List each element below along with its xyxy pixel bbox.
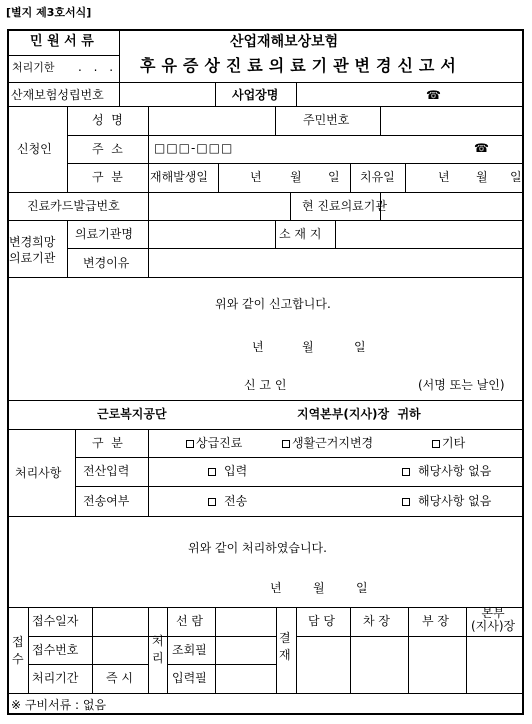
line — [218, 163, 219, 192]
line — [7, 516, 524, 517]
healed-date-label: 치유일 — [360, 170, 395, 184]
address-phone-icon: ☎ — [474, 141, 489, 155]
line — [119, 29, 120, 82]
option-advanced-care[interactable] — [186, 436, 242, 450]
type-label: 구 분 — [92, 170, 123, 184]
line — [148, 607, 149, 693]
declaration-text: 위와 같이 신고합니다. — [215, 297, 331, 311]
line — [7, 277, 524, 278]
phone-icon: ☎ — [426, 88, 441, 102]
processed-year: 년 — [270, 581, 282, 595]
healed-year: 년 — [438, 170, 450, 184]
option-advanced-care-label: 상급진료 — [196, 436, 243, 450]
line — [275, 106, 276, 135]
accident-year: 년 — [250, 170, 262, 184]
read-label: 선 람 — [176, 614, 203, 628]
current-facility-label: 현 진료의료기관 — [302, 199, 387, 213]
processed-day: 일 — [356, 581, 368, 595]
approver-head: 본부 (지사)장 — [471, 606, 516, 633]
line — [350, 163, 351, 192]
line — [350, 607, 351, 693]
line — [466, 607, 467, 693]
line — [67, 220, 68, 277]
line — [275, 220, 276, 248]
line — [119, 82, 120, 106]
line — [335, 220, 336, 248]
checkbox-input[interactable] — [208, 468, 216, 476]
line — [276, 607, 277, 693]
input-option-label: 입력 — [224, 464, 248, 478]
line — [67, 106, 68, 192]
checkbox-input-na[interactable] — [402, 468, 410, 476]
accident-day: 일 — [328, 170, 340, 184]
receipt-no-label: 접수번호 — [32, 643, 79, 657]
line — [405, 163, 406, 192]
line — [148, 192, 149, 220]
line — [380, 106, 381, 135]
transmit-option[interactable] — [208, 494, 247, 508]
resident-no-label: 주민번호 — [303, 113, 350, 127]
line — [408, 607, 409, 693]
address-value: □□□-□□□ — [154, 141, 234, 155]
line — [7, 55, 119, 56]
accident-date-label: 재해발생일 — [150, 170, 208, 184]
location-label: 소 재 지 — [279, 227, 322, 241]
workplace-name-label: 사업장명 — [232, 88, 279, 102]
processing-period-label: 처리기한 — [12, 61, 55, 74]
transmit-option-label: 전송 — [224, 494, 248, 508]
period-value: 즉 시 — [106, 671, 133, 685]
line — [167, 607, 168, 693]
civil-doc-label: 민 원 서 류 — [30, 34, 94, 49]
option-residence-change-label: 생활근거지변경 — [292, 436, 374, 450]
recipient-branch: 지역본부(지사)장 귀하 — [297, 407, 421, 421]
line — [290, 192, 291, 220]
line — [7, 400, 524, 401]
line — [7, 693, 524, 694]
line — [92, 607, 93, 693]
approval-label: 결 재 — [279, 631, 291, 662]
line — [75, 457, 524, 458]
line — [148, 106, 149, 192]
handle-label: 처 리 — [152, 634, 164, 665]
insurance-number-label: 산재보험성립번호 — [11, 88, 104, 102]
processed-month: 월 — [313, 581, 325, 595]
checkbox-other[interactable] — [432, 440, 440, 448]
transmit-na-option[interactable] — [402, 494, 491, 508]
facility-name-label: 의료기관명 — [75, 227, 133, 241]
transmit-label: 전송여부 — [83, 494, 130, 508]
line — [296, 82, 297, 106]
org-name: 산업재해보상보험 — [230, 34, 339, 50]
change-target-label: 변경희망 의료기관 — [9, 235, 56, 265]
line — [7, 429, 524, 430]
line — [28, 664, 148, 665]
processed-text: 위와 같이 처리하였습니다. — [188, 541, 327, 555]
line — [215, 82, 216, 106]
input-na-option[interactable] — [402, 464, 491, 478]
line — [67, 135, 524, 136]
line — [67, 248, 524, 249]
declarant-label: 신 고 인 — [244, 378, 287, 392]
accident-month: 월 — [290, 170, 302, 184]
checkbox-residence-change[interactable] — [282, 440, 290, 448]
change-reason-label: 변경이유 — [83, 256, 130, 270]
input-option[interactable] — [208, 464, 247, 478]
processing-period-value: . . . — [78, 60, 118, 74]
attachments-note: ※ 구비서류 : 없음 — [11, 698, 107, 712]
line — [7, 607, 524, 608]
option-other-label: 기타 — [442, 436, 466, 450]
checkbox-advanced-care[interactable] — [186, 440, 194, 448]
line — [75, 429, 76, 516]
receipt-date-label: 접수일자 — [32, 614, 79, 628]
input-na-label: 해당사항 없음 — [418, 464, 492, 478]
approver-deputy: 차 장 — [363, 614, 390, 628]
line — [28, 607, 29, 693]
sign-note: (서명 또는 날인) — [418, 378, 505, 392]
line — [7, 192, 524, 193]
line — [296, 607, 297, 693]
option-residence-change[interactable] — [282, 436, 373, 450]
checkbox-transmit[interactable] — [208, 498, 216, 506]
transmit-na-label: 해당사항 없음 — [418, 494, 492, 508]
declaration-month: 월 — [302, 340, 314, 354]
healed-month: 월 — [476, 170, 488, 184]
approver-staff: 담 당 — [308, 614, 335, 628]
card-number-label: 진료카드발급번호 — [27, 199, 120, 213]
form-title: 후유증상진료의료기관변경신고서 — [140, 56, 462, 75]
processing-group-label: 처리사항 — [15, 466, 62, 480]
line — [75, 486, 524, 487]
form-tag: [별지 제3호서식] — [6, 6, 92, 19]
lookup-label: 조회필 — [172, 643, 207, 657]
line — [7, 82, 524, 83]
receipt-label: 접 수 — [12, 635, 24, 666]
line — [67, 163, 524, 164]
form-frame — [7, 29, 524, 715]
option-other[interactable] — [432, 436, 465, 450]
line — [148, 429, 149, 516]
declaration-year: 년 — [252, 340, 264, 354]
line — [148, 220, 149, 277]
processing-type-label: 구 분 — [92, 436, 123, 450]
entry-label: 입력필 — [172, 671, 207, 685]
line — [215, 607, 216, 693]
line — [296, 636, 524, 637]
line — [7, 220, 524, 221]
approver-manager: 부 장 — [422, 614, 449, 628]
healed-day: 일 — [510, 170, 522, 184]
line — [167, 664, 276, 665]
recipient-agency: 근로복지공단 — [97, 407, 167, 421]
address-label: 주 소 — [92, 142, 123, 156]
checkbox-transmit-na[interactable] — [402, 498, 410, 506]
declaration-day: 일 — [354, 340, 366, 354]
period-label: 처리기간 — [32, 671, 79, 685]
line — [7, 106, 524, 107]
applicant-group-label: 신청인 — [17, 142, 52, 156]
name-label: 성 명 — [92, 113, 123, 127]
computer-input-label: 전산입력 — [83, 464, 130, 478]
